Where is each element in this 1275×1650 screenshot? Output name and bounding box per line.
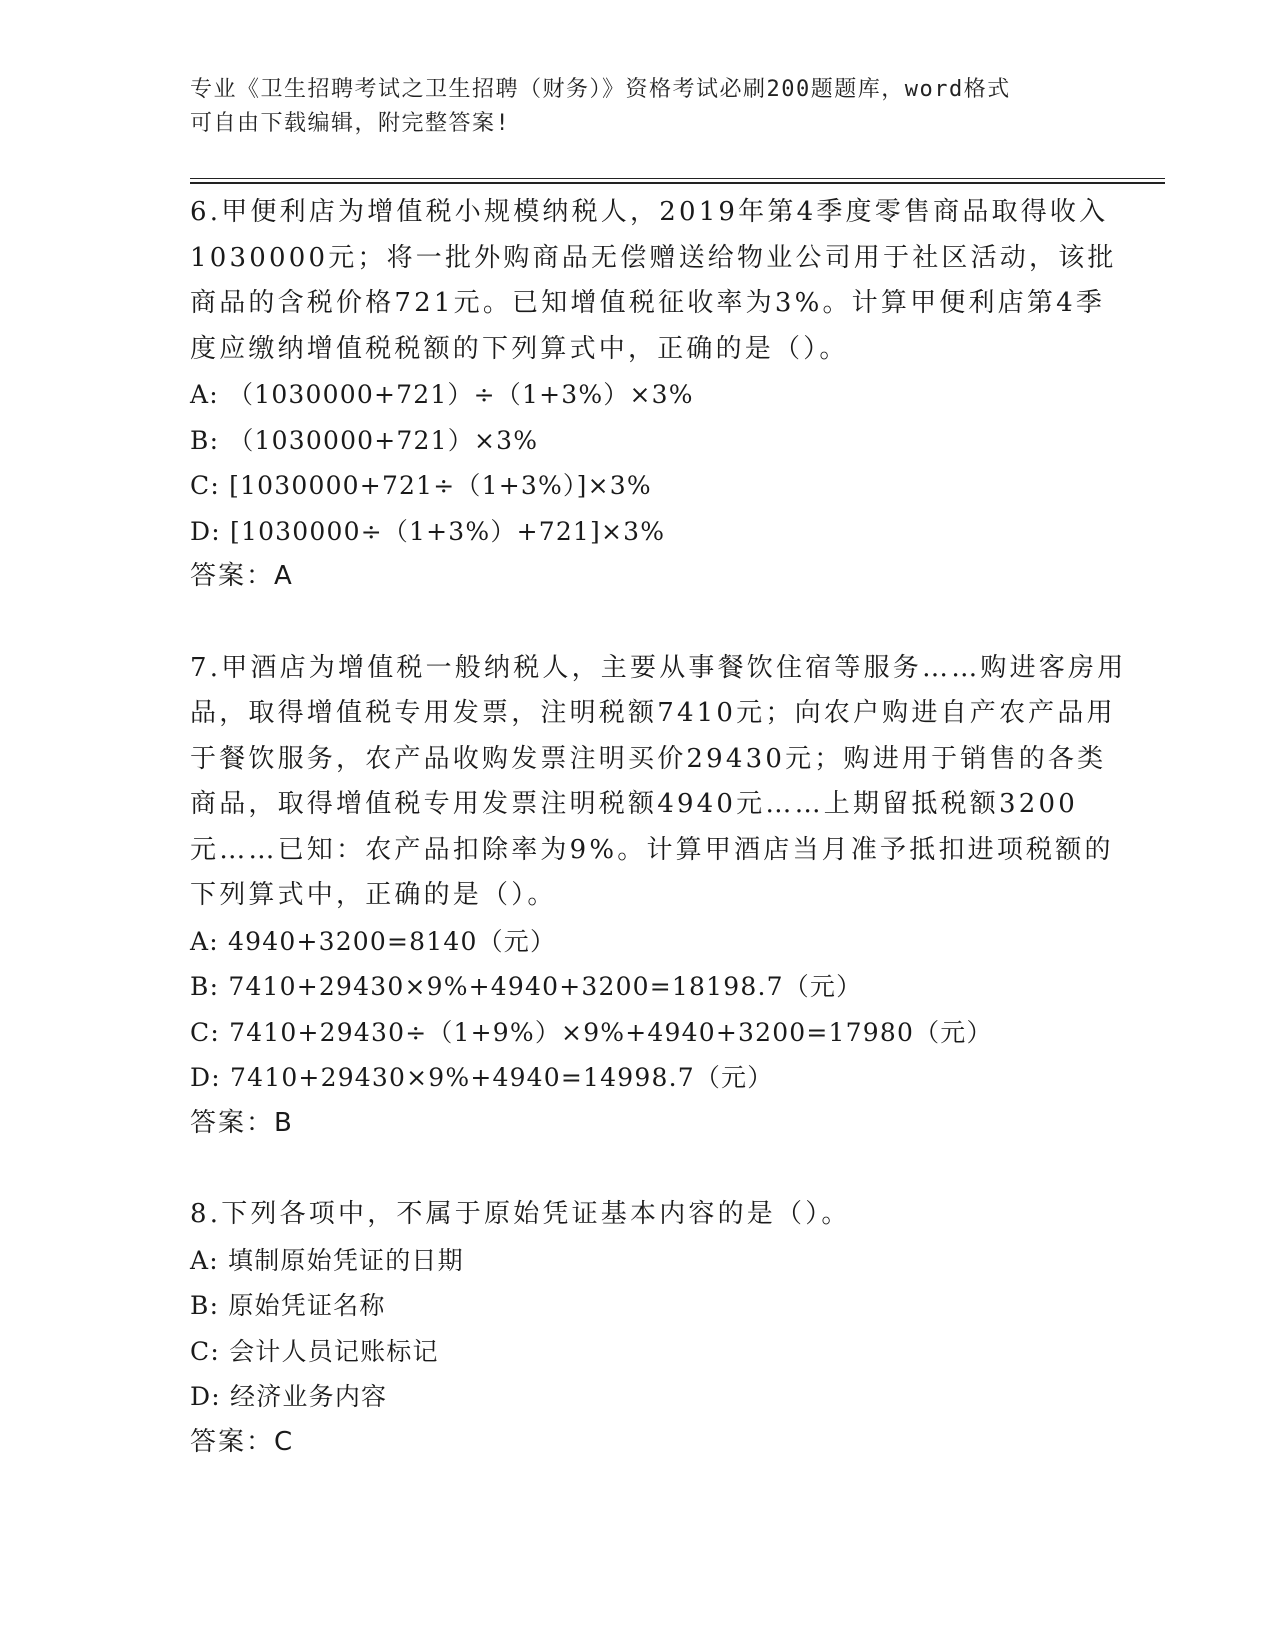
question-8	[190, 1192, 1130, 1465]
page-header	[190, 73, 1090, 141]
question-text: 8.下列各项中，不属于原始凭证基本内容的是（）。	[190, 1199, 851, 1229]
option-d: D: 经济业务内容	[190, 1382, 388, 1411]
option-a: A: （1030000+721）÷（1+3%）×3%	[190, 380, 694, 409]
option-b: B: 原始凭证名称	[190, 1291, 386, 1320]
answer: 答案：C	[190, 1426, 295, 1457]
answer: 答案：B	[190, 1107, 294, 1138]
option-c: C: 会计人员记账标记	[190, 1336, 439, 1366]
option-b: B: （1030000+721）×3%	[190, 425, 539, 455]
question-7	[190, 646, 1130, 1147]
option-b: B: 7410+29430×9%+4940+3200=18198.7（元）	[190, 972, 863, 1001]
question-list	[190, 190, 1130, 1511]
option-a: A: 填制原始凭证的日期	[190, 1245, 464, 1275]
option-a: A: 4940+3200=8140（元）	[190, 926, 557, 956]
header-line-2: 可自由下载编辑，附完整答案!	[190, 111, 511, 136]
header-line-1: 专业《卫生招聘考试之卫生招聘（财务）》资格考试必刷200题题库，word格式	[190, 77, 1011, 102]
question-text: 7.甲酒店为增值税一般纳税人，主要从事餐饮住宿等服务……购进客房用品，取得增值税专用发票，注明税额7410元；向农户购进自产农产品用于餐饮服务，农产品收购发票注明买价29430元；购进用于销售的各类商品，取得增值税专用发票注明税额4940元……上期留抵税额3200元……已知：农产品扣除率为9%。计算甲酒店当月准予抵扣进项税额的下列算式中，正确的是（）。	[190, 652, 1127, 910]
option-c: C: [1030000+721÷（1+3%）]×3%	[190, 471, 652, 500]
answer: 答案：A	[190, 561, 294, 591]
header-divider	[190, 178, 1165, 184]
option-d: D: 7410+29430×9%+4940=14998.7（元）	[190, 1063, 774, 1092]
option-d: D: [1030000÷（1+3%）+721]×3%	[190, 516, 666, 546]
option-c: C: 7410+29430÷（1+9%）×9%+4940+3200=17980（元）	[190, 1017, 993, 1047]
question-6	[190, 190, 1130, 600]
question-text: 6.甲便利店为增值税小规模纳税人，2019年第4季度零售商品取得收入1030000元；将一批外购商品无偿赠送给物业公司用于社区活动，该批商品的含税价格721元。已知增值税征收率为3%。计算甲便利店第4季度应缴纳增值税税额的下列算式中，正确的是（）。	[190, 197, 1117, 364]
